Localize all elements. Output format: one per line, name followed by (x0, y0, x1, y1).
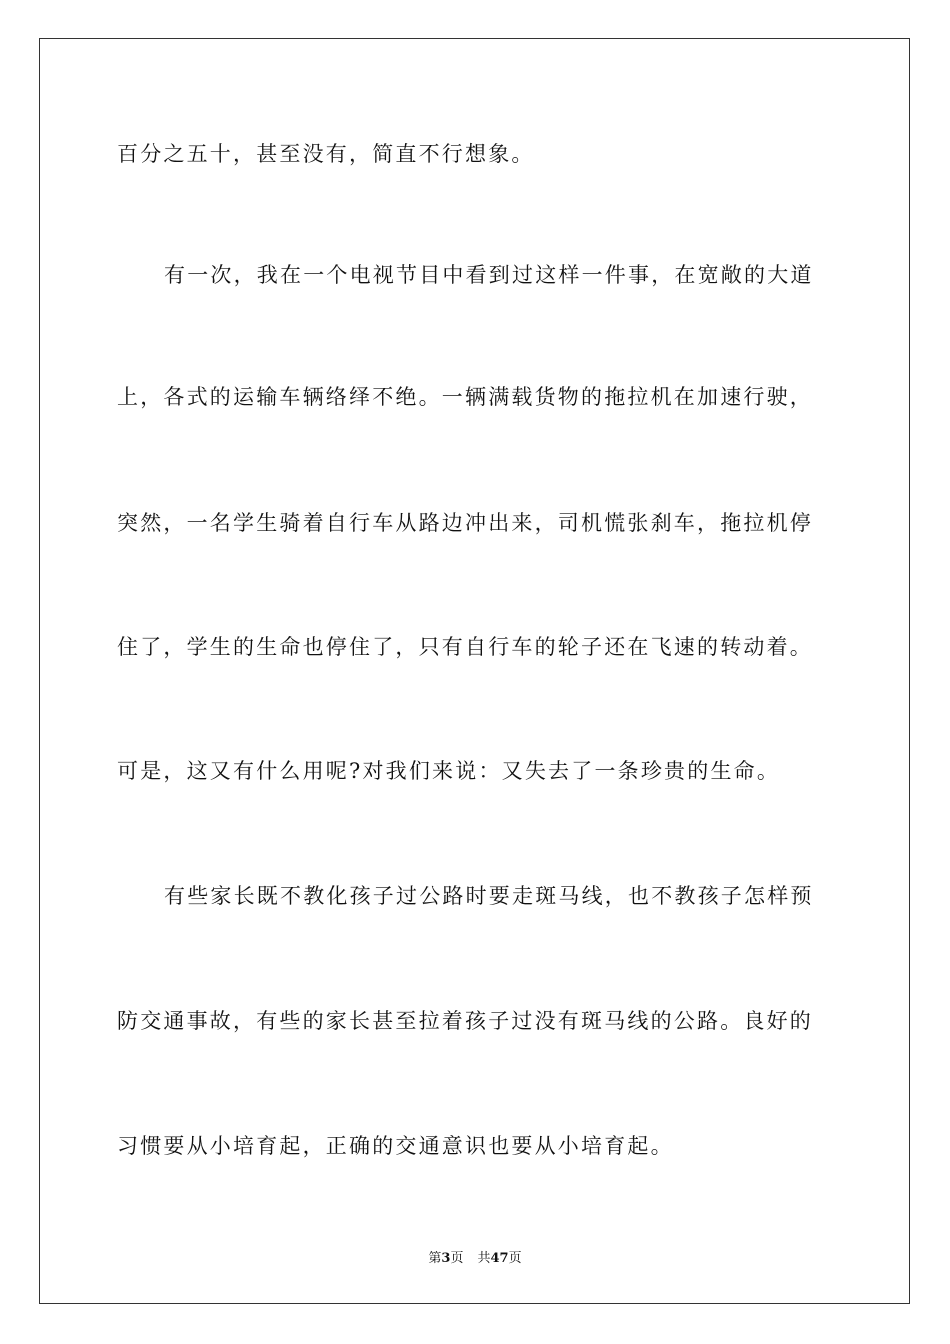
footer-page-prefix: 第 (428, 1251, 442, 1266)
page-border (39, 38, 910, 1304)
footer-page-suffix: 页 (450, 1251, 464, 1266)
footer-total-suffix: 页 (508, 1251, 522, 1266)
text-line-9: 习惯要从小培育起，正确的交通意识也要从小培育起。 (117, 1134, 674, 1158)
footer-total-prefix: 共 (477, 1251, 491, 1266)
text-line-5: 住了，学生的生命也停住了，只有自行车的轮子还在飞速的转动着。 (117, 635, 813, 659)
text-line-7: 有些家长既不教化孩子过公路时要走斑马线，也不教孩子怎样预 (164, 884, 814, 908)
text-line-6: 可是，这又有什么用呢?对我们来说：又失去了一条珍贵的生命。 (117, 759, 781, 783)
text-line-3: 上，各式的运输车辆络绎不绝。一辆满载货物的拖拉机在加速行驶， (117, 385, 813, 409)
text-line-1: 百分之五十，甚至没有，简直不行想象。 (117, 142, 535, 166)
text-line-2: 有一次，我在一个电视节目中看到过这样一件事，在宽敞的大道 (164, 263, 814, 287)
text-line-8: 防交通事故，有些的家长甚至拉着孩子过没有斑马线的公路。良好的 (117, 1009, 813, 1033)
footer-total-pages: 47 (490, 1251, 509, 1266)
text-line-4: 突然，一名学生骑着自行车从路边冲出来，司机慌张刹车，拖拉机停 (117, 511, 813, 535)
footer-page-number: 3 (441, 1251, 451, 1266)
page-footer (0, 1247, 950, 1266)
